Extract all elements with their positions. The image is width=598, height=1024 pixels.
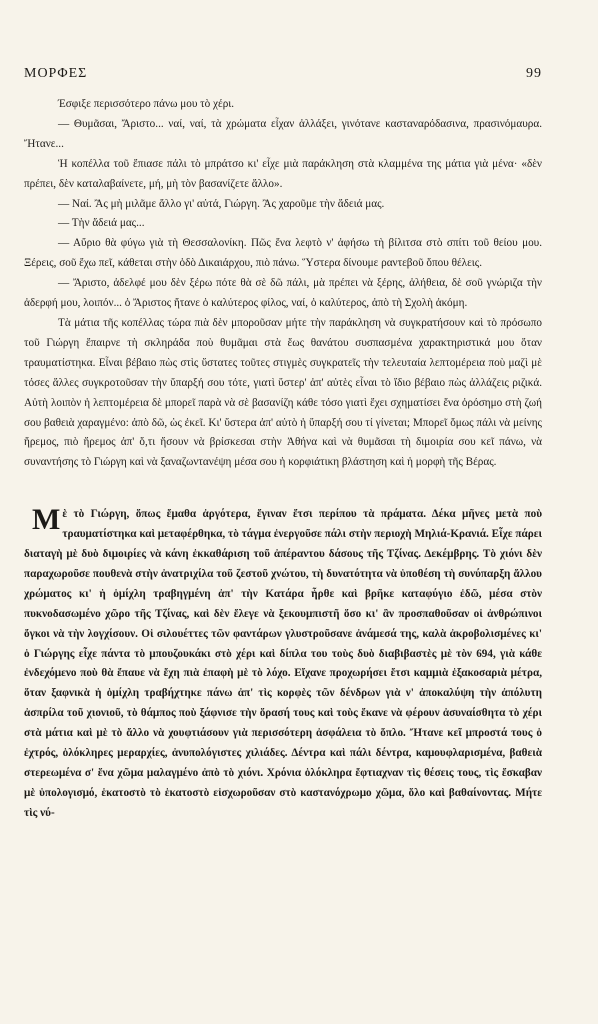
page-number: 99 <box>526 66 542 81</box>
drop-cap: Μ <box>32 503 61 537</box>
paragraph: — Ναί. Ἂς μὴ μιλᾶμε ἄλλο γι' αὐτά, Γιώργη. Ἂς χαροῦμε τὴν ἄδειά μας. <box>58 197 385 210</box>
body-text <box>24 95 542 824</box>
lead-paragraph <box>24 505 542 824</box>
running-title: ΜΟΡΦΕΣ <box>24 66 88 81</box>
paragraph: — Αὔριο θὰ φύγω γιὰ τὴ Θεσσαλονίκη. Πῶς ἕνα λεφτὸ ν' ἀφήσω τὴ βίλιτσα στὸ σπίτι τοῦ θείου μου. Ξέρεις, σοῦ ἔχω πεῖ, κάθεται στὴν ὁδὸ Δικαιάρχου, πιὸ πάνω. Ὕστερα δίνουμε ραντεβοῦ ὅπου θέλεις. <box>24 237 542 270</box>
section-break <box>24 473 542 505</box>
paragraph: Έσφιξε περισσότερο πάνω μου τὸ χέρι. <box>58 98 235 110</box>
running-header <box>24 66 542 82</box>
paragraph: — Τὴν ἄδειά μας... <box>58 217 145 230</box>
paragraph: Ἡ κοπέλλα τοῦ ἔπιασε πάλι τὸ μπράτσο κι' εἶχε μιὰ παράκληση στὰ κλαμμένα της μάτια γιὰ μένα· «δὲν πρέπει, δὲν καταλαβαίνετε, μή, μὴ τὸν βασανίζετε ἄλλο». <box>24 157 542 190</box>
paragraph: — Θυμᾶσαι, Ἄριστο... ναί, ναί, τὰ χρώματα εἶχαν ἀλλάξει, γινότανε κασταναρόδασινα, πρασινόμαυρα. Ἤτανε... <box>24 117 542 150</box>
paragraph: — Ἄριστο, ἀδελφέ μου δὲν ξέρω πότε θὰ σὲ δῶ πάλι, μὰ πρέπει νὰ ξέρης, ἀλήθεια, δὲ σοῦ γνώριζα τὴν ἀδερφή μου, λοιπόν... ὁ Ἄριστος ἤτανε ὁ καλύτερος φίλος, ναί, ὁ καλύτερος, ἀπὸ τὴ Σχολὴ ἀκόμη. <box>24 277 542 310</box>
paragraph: Τὰ μάτια τῆς κοπέλλας τώρα πιὰ δὲν μποροῦσαν μήτε τὴν παράκληση νὰ συγκρατήσουν καὶ τὸ πρόσωπο τοῦ Γιώργη ἔπαιρνε τὴ σκληράδα ποὺ θυμᾶμαι στὰ ἕως θανάτου συσπασμένα χαρακτηριστικά μου ὅταν τραυματίστηκα. Εἶναι βέβαιο πὼς στὶς ὕστατες τοῦτες στιγμὲς συγκρατεῖς τὴν τελευταία λεπτομέρεια ποὺ μαζὶ μὲ τόσες ἄλλες συγκροτοῦσαν τὴν ὕπαρξή σου τότε, γιατὶ ὕστερ' ἀπ' αὐτὲς εἶναι τὸ ἴδιο βέβαιο πὼς ἀλλάζεις ριζικά. Αὐτὴ λοιπὸν ἡ λεπτομέρεια δὲ μπορεῖ παρὰ νὰ σὲ βασανίζη κάθε τόσο γιατὶ ἔχει σχηματίσει ἕνα ὀρόσημο στὴ ζωή σου βαθειὰ χαραγμένο: ἀπὸ δῶ, ὡς ἐκεῖ. Κι' ὕστερα ἀπ' αὐτὸ ἡ ὕπαρξή σου τί γίνεται; Μπορεῖ ὅμως πάλι νὰ μείνης ἥρεμος, πιὸ ἥρεμος ἀπ' ὅ,τι ἤσουν νὰ βρίσκεσαι στὴν Ἀθήνα καὶ νὰ θυμᾶσαι τὴ διμοιρία σου κεῖ πάνω, νὰ συναντήσης τὸ Γιώργη καὶ νὰ ξαναζωντανέψη μέσα σου ἡ κορφιάτικη βλάστηση καὶ ἡ μορφὴ τῆς Βέρας. <box>24 316 542 469</box>
lead-paragraph-text: ὲ τὸ Γιώργη, ὅπως ἔμαθα ἀργότερα, ἔγιναν ἔτσι περίπου τὰ πράματα. Δέκα μῆνες μετὰ ποὺ τραυματίστηκα καὶ μεταφέρθηκα, τὸ τάγμα ἐνεργοῦσε πάλι στὴν περιοχὴ Μηλιά-Κρανιά. Εἶχε πάρει διαταγὴ μὲ δυὸ διμοιρίες νὰ κάνη ἐκκαθάριση τοῦ ἀπέραντου δάσους τῆς Τζίνας. Δεκέμβρης. Τὸ χιόνι δὲν παραχωροῦσε πουθενὰ στὴν ἀνατριχίλα τοῦ ζεστοῦ χνώτου, τὴ δυνατότητα νὰ ὑποθέση τὴ συνύπαρξη ἄλλου χρώματος κι' ἡ ὁμίχλη τραβηγμένη ἀπ' τὴν Κατάρα ἦρθε καὶ βρῆκε καταφύγιο ἐδῶ, μέσα στὸν πυκνοδασωμένο χῶρο τῆς Τζίνας, καὶ δὲν ἔλεγε νὰ ξεκουμπιστῆ ὅσο κι' ἂν προσπαθοῦσαν οἱ ἀνθρώπινοι ὄγκοι νὰ τὴν λογχίσουν. Οἱ σιλουέττες τῶν φαντάρων γλυστροῦσανε ἀνάμεσά της, καλὰ ἀκροβολισμένες κι' ὁ Γιώργης εἶχε πάντα τὸ μπουζουκάκι στὸ χέρι καὶ δίπλα του τοὺς δυὸ διαβιβαστὲς μὲ τὸν 694, γιὰ κάθε ἐνδεχόμενο ποὺ θὰ ἔπαυε νὰ ἔχη πιὰ ἐπαφὴ μὲ τὸ λόχο. Εἴχανε προχωρήσει ἔτσι καμμιὰ ἑξακοσαριὰ μέτρα, ὅταν ξαφνικὰ ἡ ὁμίχλη τραβήχτηκε πάνω ἀπ' τὶς κορφὲς τῶν δένδρων γιὰ ν' ἀποκαλύψη τὴν ἀπόλυτη ἀσπρίλα τοῦ χιονιοῦ, τὸ θάμπος ποὺ ξάφνισε τὴν ὅρασή τους καὶ τοὺς ἔκανε νὰ φέρουν ἀσυναίσθητα τὸ χέρι στὰ μάτια καὶ μὲ τὸ ἄλλο νὰ χουφτιάσουν γιὰ περισσότερη ἀσφάλεια τὸ ὅπλο. Ἤτανε κεῖ μπροστά τους ὁ ἐχτρός, ὁλόκληρες μεραρχίες, ἀνυπολόγιστες χιλιάδες. Δέντρα καὶ πάλι δέντρα, καμουφλαρισμένα, βαθειὰ στερεωμένα σ' ἕνα χῶμα μαλαγμένο ἀπὸ τὸ χιόνι. Χρόνια ὁλόκληρα ἔφτιαχναν τὶς θέσεις τους, τὶς ἔσκαβαν μὲ ὑπολογισμό, ἑκατοστὸ τὸ ἑκατοστὸ εἰσχωροῦσαν στὸ καστανόχρωμο χῶμα, ὅλο καὶ βαθαίνοντας. Μήτε τὶς νύ- <box>24 508 542 819</box>
